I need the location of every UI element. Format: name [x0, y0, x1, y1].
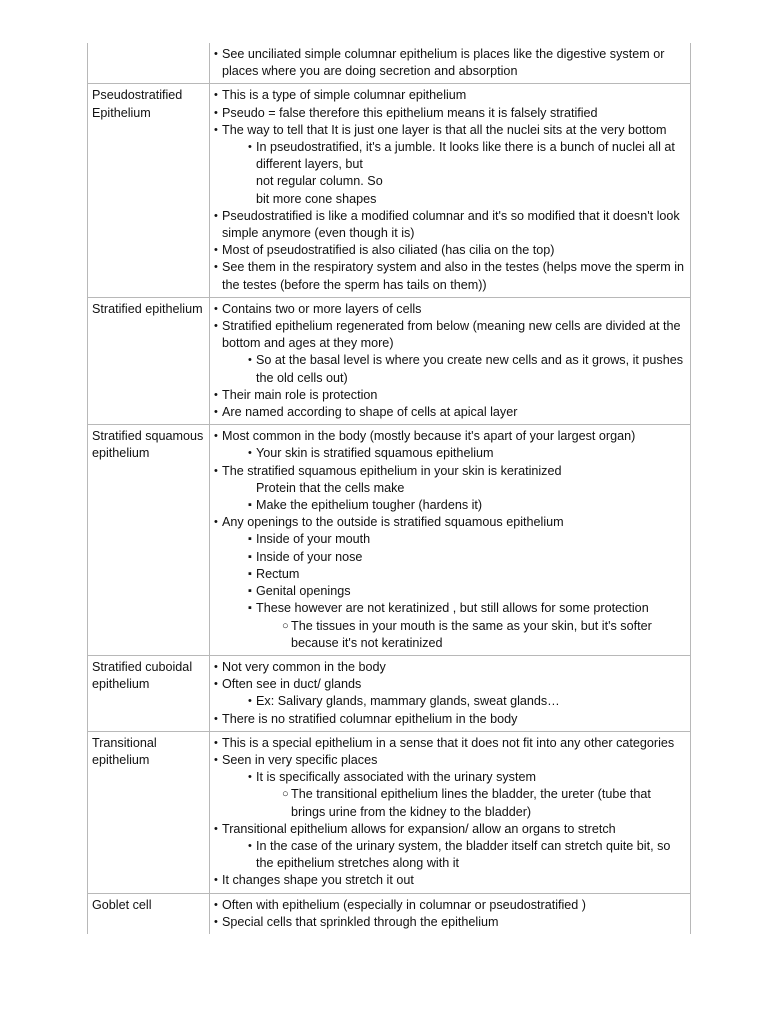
line-text: So at the basal level is where you create new cells and as it grows, it pushes the old cells out) — [256, 353, 684, 385]
bullet-line — [214, 46, 686, 80]
line-text: Inside of your nose — [256, 549, 363, 564]
table-row — [88, 84, 691, 297]
dot-bullet-icon: • — [214, 874, 218, 887]
line-text: Their main role is protection — [222, 387, 378, 402]
line-text: Make the epithelium tougher (hardens it) — [256, 498, 483, 513]
line-text: Protein that the cells make — [256, 480, 405, 495]
term-cell: Stratified epithelium — [88, 297, 210, 424]
line-text: Pseudostratified is like a modified columnar and it's so modified that it doesn't look simple anymore (even though it is) — [222, 208, 680, 241]
bullet-line — [214, 463, 686, 480]
line-text: Transitional epithelium allows for expansion/ allow an organs to stretch — [222, 821, 616, 836]
bullet-line — [214, 139, 686, 173]
term-cell: Pseudostratified Epithelium — [88, 84, 210, 297]
line-text: Stratified epithelium regenerated from below (meaning new cells are divided at the bottom and ages at they more) — [222, 319, 681, 351]
dot-bullet-icon: • — [214, 48, 218, 60]
dot-bullet-icon: • — [214, 388, 218, 401]
dot-bullet-icon: • — [214, 915, 218, 928]
notes-cell — [210, 655, 691, 731]
term-cell — [88, 43, 210, 84]
square-bullet-icon: ▪ — [248, 567, 252, 580]
bullet-line — [214, 191, 686, 208]
dot-bullet-icon: • — [214, 244, 218, 257]
term-cell: Transitional epithelium — [88, 731, 210, 893]
line-text: Not very common in the body — [222, 659, 386, 674]
line-text: See unciliated simple columnar epithelium is places like the digestive system or places where you are doing secretion and absorption — [222, 47, 665, 79]
bullet-line — [214, 821, 686, 838]
notes-table — [87, 43, 691, 934]
bullet-line — [214, 87, 686, 104]
dot-bullet-icon: • — [214, 822, 218, 835]
square-bullet-icon: ▪ — [248, 533, 252, 546]
bullet-line — [214, 480, 686, 497]
bullet-line — [214, 428, 686, 445]
line-text: This is a special epithelium in a sense that it does not fit into any other categories — [222, 735, 675, 750]
notes-cell — [210, 425, 691, 656]
line-text: The way to tell that It is just one layer is that all the nuclei sits at the very bottom — [222, 122, 667, 137]
bullet-line — [214, 173, 686, 190]
line-text: In the case of the urinary system, the bladder itself can stretch quite bit, so the epithelium stretches along with it — [256, 838, 671, 871]
bullet-line — [214, 897, 686, 914]
term-cell: Stratified squamous epithelium — [88, 425, 210, 656]
table-row — [88, 297, 691, 424]
bullet-line — [214, 497, 686, 514]
circle-bullet-icon: ○ — [282, 788, 289, 801]
line-text: This is a type of simple columnar epithelium — [222, 88, 467, 103]
bullet-line — [214, 600, 686, 617]
notes-cell — [210, 84, 691, 297]
line-text: There is no stratified columnar epithelium in the body — [222, 711, 518, 726]
square-bullet-icon: ▪ — [248, 585, 252, 598]
bullet-line — [214, 735, 686, 752]
line-text: Special cells that sprinkled through the epithelium — [222, 914, 499, 929]
dot-bullet-icon: • — [214, 89, 218, 102]
line-text: Genital openings — [256, 584, 351, 599]
dot-bullet-icon: • — [248, 771, 252, 784]
dot-bullet-icon: • — [214, 736, 218, 749]
line-text: These however are not keratinized , but still allows for some protection — [256, 601, 649, 616]
table-row — [88, 43, 691, 84]
bullet-line — [214, 711, 686, 728]
bullet-line — [214, 566, 686, 583]
line-text: It changes shape you stretch it out — [222, 873, 414, 888]
dot-bullet-icon: • — [214, 261, 218, 274]
bullet-line — [214, 445, 686, 462]
dot-bullet-icon: • — [214, 464, 218, 477]
notes-cell — [210, 43, 691, 84]
bullet-line — [214, 769, 686, 786]
bullet-line — [214, 318, 686, 352]
term-cell: Goblet cell — [88, 893, 210, 934]
dot-bullet-icon: • — [214, 712, 218, 725]
square-bullet-icon: ▪ — [248, 499, 252, 512]
bullet-line — [214, 872, 686, 889]
line-text: Ex: Salivary glands, mammary glands, sweat glands… — [256, 694, 560, 709]
notes-cell — [210, 731, 691, 893]
dot-bullet-icon: • — [248, 141, 252, 154]
bullet-line — [214, 618, 686, 652]
dot-bullet-icon: • — [214, 123, 218, 136]
circle-bullet-icon: ○ — [282, 619, 289, 632]
dot-bullet-icon: • — [214, 302, 218, 315]
bullet-line — [214, 914, 686, 931]
dot-bullet-icon: • — [248, 354, 252, 367]
dot-bullet-icon: • — [214, 406, 218, 419]
dot-bullet-icon: • — [214, 660, 218, 673]
bullet-line — [214, 838, 686, 872]
line-text: not regular column. So — [256, 174, 383, 189]
line-text: The transitional epithelium lines the bladder, the ureter (tube that brings urine from the kidney to the bladder) — [291, 787, 651, 819]
dot-bullet-icon: • — [248, 695, 252, 708]
line-text: Most common in the body (mostly because it's apart of your largest organ) — [222, 429, 636, 444]
line-text: Often with epithelium (especially in columnar or pseudostratified ) — [222, 897, 586, 912]
bullet-line — [214, 352, 686, 386]
dot-bullet-icon: • — [214, 320, 218, 333]
line-text: Most of pseudostratified is also ciliated (has cilia on the top) — [222, 243, 555, 258]
square-bullet-icon: ▪ — [248, 550, 252, 563]
line-text: The tissues in your mouth is the same as your skin, but it's softer because it's not keratinized — [291, 618, 652, 650]
bullet-line — [214, 105, 686, 122]
line-text: Pseudo = false therefore this epithelium means it is falsely stratified — [222, 105, 598, 120]
notes-cell — [210, 893, 691, 934]
dot-bullet-icon: • — [214, 678, 218, 691]
bullet-line — [214, 752, 686, 769]
line-text: The stratified squamous epithelium in your skin is keratinized — [222, 463, 562, 478]
bullet-line — [214, 514, 686, 531]
dot-bullet-icon: • — [214, 430, 218, 443]
term-cell: Stratified cuboidal epithelium — [88, 655, 210, 731]
bullet-line — [214, 676, 686, 693]
line-text: See them in the respiratory system and also in the testes (helps move the sperm in the testes (before the sperm has tails on them)) — [222, 260, 684, 292]
dot-bullet-icon: • — [248, 839, 252, 852]
bullet-line — [214, 659, 686, 676]
notes-cell — [210, 297, 691, 424]
bullet-line — [214, 259, 686, 293]
line-text: Often see in duct/ glands — [222, 677, 362, 692]
square-bullet-icon: ▪ — [248, 602, 252, 615]
bullet-line — [214, 301, 686, 318]
line-text: In pseudostratified, it's a jumble. It looks like there is a bunch of nuclei all at different layers, but — [256, 140, 675, 172]
line-text: Are named according to shape of cells at apical layer — [222, 405, 518, 420]
table-row — [88, 893, 691, 934]
notes-table-body — [88, 43, 691, 934]
bullet-line — [214, 693, 686, 710]
line-text: Rectum — [256, 566, 300, 581]
table-row — [88, 425, 691, 656]
line-text: Your skin is stratified squamous epithelium — [256, 446, 494, 461]
bullet-line — [214, 531, 686, 548]
dot-bullet-icon: • — [248, 447, 252, 460]
dot-bullet-icon: • — [214, 898, 218, 911]
bullet-line — [214, 242, 686, 259]
bullet-line — [214, 387, 686, 404]
line-text: Seen in very specific places — [222, 752, 378, 767]
bullet-line — [214, 404, 686, 421]
bullet-line — [214, 583, 686, 600]
dot-bullet-icon: • — [214, 106, 218, 119]
table-row — [88, 731, 691, 893]
bullet-line — [214, 786, 686, 820]
bullet-line — [214, 549, 686, 566]
bullet-line — [214, 208, 686, 242]
table-row — [88, 655, 691, 731]
line-text: bit more cone shapes — [256, 191, 377, 206]
dot-bullet-icon: • — [214, 209, 218, 222]
bullet-line — [214, 122, 686, 139]
dot-bullet-icon: • — [214, 516, 218, 529]
line-text: Contains two or more layers of cells — [222, 301, 422, 316]
dot-bullet-icon: • — [214, 753, 218, 766]
line-text: Any openings to the outside is stratified squamous epithelium — [222, 515, 564, 530]
line-text: Inside of your mouth — [256, 532, 371, 547]
line-text: It is specifically associated with the urinary system — [256, 770, 536, 785]
